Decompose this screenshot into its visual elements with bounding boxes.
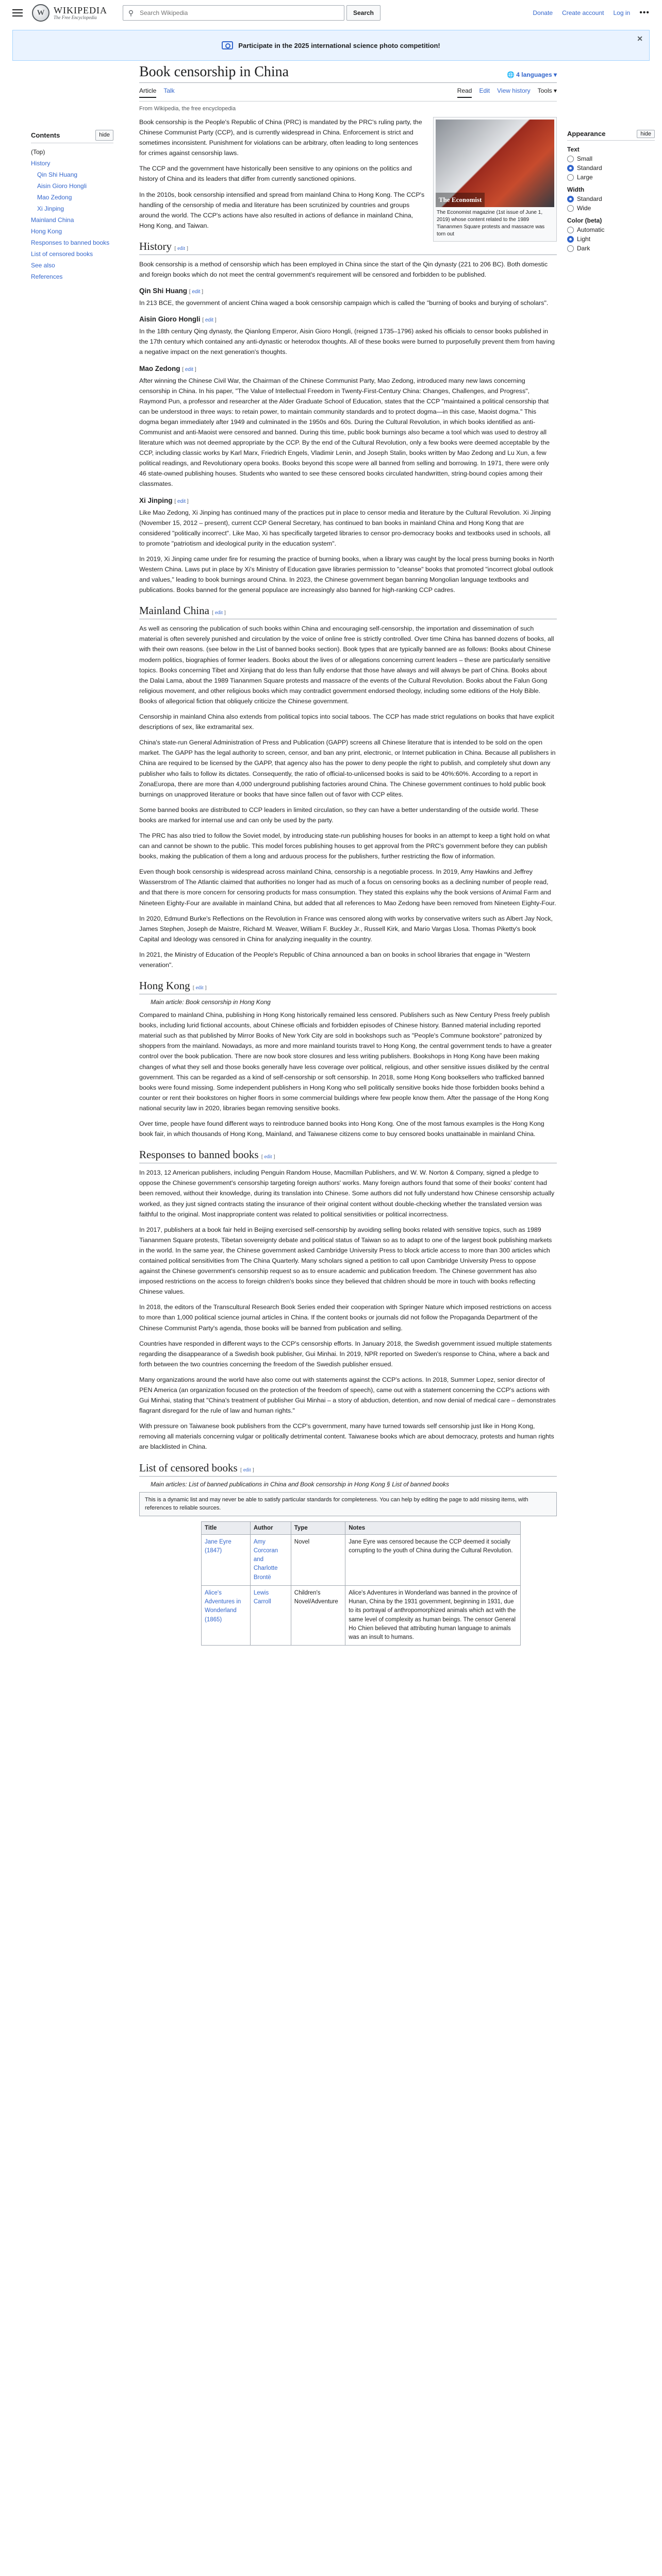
- radio-icon: [567, 227, 574, 233]
- toc-item[interactable]: Xi Jinping: [37, 205, 64, 212]
- mao-paragraph: After winning the Chinese Civil War, the Chairman of the Chinese Communist Party, Mao Zedong, introduced many new laws concerning censorship in China. In his paper, "The Value of Intellectual Freedom in Twenty-First-Century China: Changes, Challenges, and Progress", Raymond Pun, a professor and researcher at the Alder Graduate School of Education, states that the CCP "maintained a political censorship that can be understood in three ways: to retain power, to maintain community standards and to protect dogma—in this case, Maoist dogma." This dogma began immediately after 1949 and culminated in the 1950s and 60s. During the Cultural Revolution, in which books identified as anti-Communist and anti-Maoist were censored and banned. During this time, public book burnings also became a tool which was used to destroy all literature which was not deemed appropriate by the CCP. By the end of the Cultural Revolution, only a few books were deemed acceptable by the CCP, including classic works by Karl Marx, Friedrich Engels, Vladimir Lenin, and Joseph Stalin, books written by Mao Zedong and Lu Xun, a few political readings, and Revolutionary opera books. Books beyond this scope were all banned from selling and borrowing. In 1971, there were only 46 state-owned publishing houses. Students who wanted to see these censored books circulated handwritten, string-bound copies among their classmates.: [139, 377, 550, 488]
- xi-paragraph: Like Mao Zedong, Xi Jinping has continued many of the practices put in place to censor media and literature by the Cultural Revolution. Xi Jinping (November 15, 2012 – present), current CCP General Secretary, has continued to ban books in mainland China and Hong Kong that are considered "politically incorrect". Like Mao, Xi has specifically targeted libraries to censor pro-democracy books and textbooks used in schools, all to promote "patriotism and ideological purity in the education system".: [139, 509, 551, 547]
- table-of-contents: [31, 130, 113, 282]
- text-option-large[interactable]: Large: [567, 174, 655, 181]
- section-heading-history: History [ edit ]: [139, 240, 557, 255]
- from-wikipedia: From Wikipedia, the free encyclopedia: [139, 106, 236, 112]
- radio-icon: [567, 245, 574, 252]
- log-in-link[interactable]: Log in: [613, 9, 631, 16]
- edit-section-link[interactable]: edit: [264, 1154, 272, 1160]
- mainland-paragraph: Some banned books are distributed to CCP leaders in limited circulation, so they can have a better understanding of the outside world. These books are marked for internal use and can only be used by the party.: [139, 806, 539, 824]
- tab-view-history[interactable]: View history: [497, 87, 531, 94]
- economist-magazine-image[interactable]: The Economist: [436, 120, 554, 207]
- section-heading-qin: Qin Shi Huang [ edit ]: [139, 287, 204, 295]
- section-heading-list: List of censored books [ edit ]: [139, 1462, 557, 1477]
- book-author-cell[interactable]: Lewis Carroll: [250, 1585, 291, 1646]
- tab-talk[interactable]: Talk: [163, 87, 175, 94]
- toc-item[interactable]: See also: [31, 261, 55, 269]
- radio-icon: [567, 156, 574, 162]
- dynamic-list-notice: This is a dynamic list and may never be able to satisfy particular standards for completeness. You can help by editing the page to add missing items, with references to reliable sources.: [139, 1492, 557, 1516]
- site-header: [0, 0, 662, 26]
- search-input[interactable]: [139, 9, 344, 17]
- book-title-cell[interactable]: Jane Eyre (1847): [202, 1534, 251, 1585]
- mainland-paragraph: Even though book censorship is widespread across mainland China, censorship is a negotiable process. In 2019, Amy Hawkins and Jeffrey Wasserstrom of The Atlantic claimed that authorities no longer had as much of a focus on censoring books as a declining number of people read, and that there is more concern for censoring products for mass consumption. They stated this explains why the book versions of Animal Farm and Nineteen Eighty-Four are available in mainland China, but added that all references to Mao Zedong have been removed from Nineteen Eighty-Four.: [139, 868, 556, 907]
- radio-icon: [567, 174, 574, 181]
- section-heading-xi: Xi Jinping [ edit ]: [139, 496, 189, 504]
- book-notes-cell: Jane Eyre was censored because the CCP deemed it socially corrupting to the youth of China during the Cultural Revolution.: [345, 1534, 521, 1585]
- toc-item[interactable]: Aisin Gioro Hongli: [37, 182, 87, 190]
- search-button[interactable]: Search: [346, 5, 380, 21]
- toc-item[interactable]: History: [31, 159, 51, 167]
- more-options-icon[interactable]: •••: [639, 8, 650, 17]
- intro-paragraph: Book censorship is the People's Republic of China (PRC) is mandated by the PRC's ruling party, the Chinese Communist Party (CCP), and is currently widespread in China. Enforcement is strict and sometimes inconsistent. Punishment for violations can be arbitrary, often leading to long sentences for crimes against censorship laws.: [139, 118, 422, 157]
- book-notes-cell: Alice's Adventures in Wonderland was banned in the province of Hunan, China by the 1931 government, beginning in 1931, due to its portrayal of anthropomorphized animals which act with the same level of complexity as human beings. The censor General Ho Chien believed that attributing human language to animals was an insult to humans.: [345, 1585, 521, 1646]
- responses-paragraph: Many organizations around the world have also come out with statements against the CCP's actions. In 2018, Summer Lopez, senior director of PEN America (an organization focused on the protection of the freedom of speech), came out with a statement concerning the CCP's actions with Gui Minhai, stating that "China's treatment of publisher Gui Minhai – a story of abduction, detention, and now denial of medical care – demonstrates flagrant disregard for the rule of law and human rights.": [139, 1376, 556, 1415]
- edit-section-link[interactable]: edit: [205, 317, 213, 324]
- site-name: WIKIPEDIA: [54, 5, 107, 15]
- color-option-dark[interactable]: Dark: [567, 245, 655, 252]
- search-icon: ⚲: [128, 8, 134, 17]
- toc-item[interactable]: Mao Zedong: [37, 193, 72, 201]
- section-heading-responses: Responses to banned books [ edit ]: [139, 1148, 557, 1163]
- xi-paragraph: In 2019, Xi Jinping came under fire for resuming the practice of burning books, when a library was caught by the local press burning books in North Western China. Laws put in place by Xi's Ministry of Education gave libraries permission to "cleanse" books that promoted "incorrect global outlook and values," leading to book burnings around China. In 2023, the Chinese government began banning Mongolian language textbooks and publications. Books banned for the general populace are increasingly also banned for high-ranking CCP cadres.: [139, 555, 554, 594]
- hatnote-main-article[interactable]: Main article: Book censorship in Hong Kong: [151, 998, 271, 1006]
- responses-paragraph: With pressure on Taiwanese book publishers from the CCP's government, many have turned towards self censorship just like in Hong Kong, removing all materials concerning vulgar or politically detrimental content. Taiwanese books which are about democracy, protests and human rights are blacklisted in China.: [139, 1422, 554, 1451]
- tools-menu[interactable]: Tools ▾: [537, 87, 557, 94]
- column-header-notes[interactable]: Notes: [345, 1521, 521, 1534]
- tab-article[interactable]: Article: [139, 87, 156, 98]
- radio-selected-icon: [567, 236, 574, 243]
- hong-kong-paragraph: Compared to mainland China, publishing in Hong Kong historically remained less censored. Publishers such as New Century Press freely publish books, including lurid fictional accounts, about Chinese officials and forbidden episodes of Chinese history. Banned material including reported material such as that published by Mirror Books of New York City are sold in bookshops such as "People's Commune bookstore" patronized by shoppers from the mainland. Nowadays, as more and more mainland tourists travel to Hong Kong, the central government tends to have a greater control over the book publication. There are now book store closures and less writing publishers. Bookshops in Hong Kong have been making changes of what they sell and those books generally have less coverage over political, religious, and other sensitive issues disliked by the central government. This can be regarded as a kind of self-censorship or soft censorship. In 2018, some Hong Kong booksellers who trafficked banned books were found missing. Some independent publishers in Hong Kong who sell politically sensitive books hide those forbidden books behind a counter or rent their bookstores on higher floors in some commercial buildings where few people know them. After the passage of the Hong Kong national security law in 2020, libraries began removing sensitive books.: [139, 1011, 552, 1112]
- table-row: [202, 1585, 521, 1646]
- toc-item[interactable]: Mainland China: [31, 216, 74, 224]
- toc-item[interactable]: Hong Kong: [31, 227, 62, 235]
- color-option-light[interactable]: Light: [567, 235, 655, 243]
- mainland-paragraph: In 2020, Edmund Burke's Reflections on the Revolution in France was censored along with works by conservative writers such as Albert Jay Nock, James Stephen, Joseph de Maistre, Richard M. Weaver, William F. Buckley Jr., Russell Kirk, and Mario Vargas Llosa. Thomas Piketty's book Capital and Ideology was censored in China for analyzing inequality in the country.: [139, 914, 553, 943]
- wikipedia-logo[interactable]: [32, 4, 107, 22]
- intro-paragraph: The CCP and the government have historically been sensitive to any opinions on the politics and history of China and its leaders that differ from currently sanctioned opinions.: [139, 165, 412, 183]
- appearance-title: Appearance: [567, 130, 606, 138]
- edit-section-link[interactable]: edit: [177, 245, 186, 251]
- toc-title: Contents: [31, 131, 60, 139]
- mainland-paragraph: China's state-run General Administration of Press and Publication (GAPP) screens all Chinese literature that is intended to be sold on the open market. The GAPP has the legal authority to screen, censor, and ban any print, electronic, or Internet publication in China. Because all publishers in China are required to be licensed by the GAPP, that agency also has the power to deny people the right to publish, and completely shut down any publisher who fails to follow its dictates. Consequently, the ratio of official-to-unlicensed books is said to be 40%:60%. According to a report in ZonaEuropa, there are more than 4,000 underground publishing factories around China. The Chinese government continues to hold public book burnings on unapproved literature or books that have since fallen out of favor with CCP elites.: [139, 739, 556, 798]
- edit-section-link[interactable]: edit: [177, 498, 186, 504]
- toc-item[interactable]: (Top): [31, 148, 45, 156]
- appearance-panel: [567, 130, 655, 254]
- text-option-standard[interactable]: Standard: [567, 164, 655, 172]
- toc-hide-button[interactable]: hide: [95, 130, 113, 141]
- figure-caption: The Economist magazine (1st issue of June 1, 2019) whose content related to the 1989 Tiananmen Square protests and massacre was torn out: [437, 210, 545, 237]
- responses-paragraph: Countries have responded in different ways to the CCP's censorship efforts. In January 2018, the Swedish government issued multiple statements regarding the disappearance of a Swedish book publisher, Gui Minhai. In 2019, NPR reported on Sweden's response to China, where a back and forth between the two countries concerning the freedom of the Swedish publisher ensued.: [139, 1340, 552, 1368]
- close-icon[interactable]: ✕: [637, 35, 643, 43]
- camera-icon: [222, 41, 233, 49]
- mainland-paragraph: Censorship in mainland China also extends from political topics into social taboos. The CCP has made strict regulations on books that have explicit descriptions of sex, like extramarital sex.: [139, 713, 554, 731]
- text-size-label: Text: [567, 146, 580, 153]
- color-option-automatic[interactable]: Automatic: [567, 226, 655, 233]
- table-row: [202, 1534, 521, 1585]
- banner-text: Participate in the 2025 international science photo competition!: [238, 41, 440, 49]
- qin-paragraph: In 213 BCE, the government of ancient China waged a book censorship campaign which is called the "burning of books and burying of scholars".: [139, 299, 549, 307]
- section-heading-hong-kong: Hong Kong [ edit ]: [139, 979, 557, 994]
- aisin-paragraph: In the 18th century Qing dynasty, the Qianlong Emperor, Aisin Gioro Hongli, (reigned 1735–1796) asked his officials to censor books published in the 17th century which contained any anti-dynastic or heterodox thoughts. All of these books were burned to purposefully prevent them from having a negative impact on the next generation's thoughts.: [139, 328, 555, 356]
- mainland-paragraph: The PRC has also tried to follow the Soviet model, by introducing state-run publishing houses for books in an attempt to keep a tight hold on what can and cannot be shown to the public. This model forces publishing houses to get approval from the PRC's government before they can publish books, making the publication of them a long and arduous process for the publishers, further restricting the flow of information.: [139, 832, 550, 860]
- donate-link[interactable]: Donate: [533, 9, 553, 16]
- responses-paragraph: In 2018, the editors of the Transcultural Research Book Series ended their cooperation with Springer Nature which imposed restrictions on access to more than 1,000 political science journal articles in China. If the content books or journals did not follow the Propaganda Department of the Chinese Communist Party's agenda, those books will be banned from publication and selling.: [139, 1303, 552, 1332]
- mainland-paragraph: In 2021, the Ministry of Education of the People's Republic of China announced a ban on books in school libraries that engage in "Western veneration".: [139, 951, 531, 969]
- campaign-banner[interactable]: [12, 30, 650, 61]
- width-option-standard[interactable]: Standard: [567, 195, 655, 202]
- radio-selected-icon: [567, 165, 574, 172]
- toc-item[interactable]: Responses to banned books: [31, 239, 110, 246]
- color-label: Color (beta): [567, 217, 602, 224]
- lead-figure: [433, 117, 557, 242]
- tab-read[interactable]: Read: [457, 87, 472, 98]
- tab-edit[interactable]: Edit: [479, 87, 490, 94]
- book-author-cell[interactable]: Amy Corcoran and Charlotte Brontë: [250, 1534, 291, 1585]
- responses-paragraph: In 2017, publishers at a book fair held in Beijing exercised self-censorship by avoiding selling books related with sensitive topics, such as 1989 Tiananmen Square protests, Tibetan sovereignty debate and political status of Taiwan so as to adapt to one of the largest book publishing markets in the world. In the same year, the Chinese government asked Cambridge University Press to block article access to more than 300 articles which contained political sensitivities from The China Quarterly. Many scholars signed a petition to call upon Cambridge University Press to oppose against the Chinese government's censorship request so as to ensure academic and publication freedom. The Chinese government has also imposed restrictions on the access to foreign children's books since they believed that children should be more in touch with books reflecting Chinese values.: [139, 1226, 552, 1296]
- history-paragraph: Book censorship is a method of censorship which has been employed in China since the start of the Qin dynasty (221 to 206 BC). Both domestic and foreign books which do not meet the central government's requirement will be censored and forbidden to be published.: [139, 260, 548, 279]
- edit-section-link[interactable]: edit: [243, 1467, 251, 1473]
- text-option-small[interactable]: Small: [567, 155, 655, 162]
- article-content: [139, 64, 557, 1646]
- page-title: Book censorship in China: [139, 64, 289, 80]
- appearance-hide-button[interactable]: hide: [637, 130, 655, 138]
- toc-item[interactable]: References: [31, 273, 63, 280]
- column-header-author[interactable]: Author: [250, 1521, 291, 1534]
- column-header-title[interactable]: Title: [202, 1521, 251, 1534]
- toc-item[interactable]: List of censored books: [31, 250, 93, 258]
- languages-button[interactable]: 🌐 4 languages ▾: [507, 71, 557, 78]
- toc-item[interactable]: Qin Shi Huang: [37, 171, 78, 178]
- section-heading-mainland: Mainland China [ edit ]: [139, 604, 557, 619]
- responses-paragraph: In 2013, 12 American publishers, including Penguin Random House, Macmillan Publishers, and W. W. Norton & Company, signed a pledge to oppose the Chinese government's censorship targeting foreign authors' works. Many foreign authors found that some of their books' content had been removed, without their knowledge, during its translation into Chinese. Some authors did not fully understand how Chinese censorship actually worked, as they just signed contracts stating the insurance of their original content without double-checking whether the translated version was faithful to the original. Most inappropriate content was related to political sensitivities or political incorrectness.: [139, 1169, 555, 1218]
- radio-icon: [567, 205, 574, 212]
- column-header-type[interactable]: Type: [291, 1521, 345, 1534]
- book-title-cell[interactable]: Alice's Adventures in Wonderland (1865): [202, 1585, 251, 1646]
- edit-section-link[interactable]: edit: [185, 366, 193, 372]
- edit-section-link[interactable]: edit: [195, 985, 204, 991]
- radio-selected-icon: [567, 196, 574, 202]
- book-type-cell: Novel: [291, 1534, 345, 1585]
- book-type-cell: Children's Novel/Adventure: [291, 1585, 345, 1646]
- width-option-wide[interactable]: Wide: [567, 205, 655, 212]
- wikipedia-globe-icon: W: [32, 4, 49, 22]
- hatnote-main-articles[interactable]: Main articles: List of banned publications in China and Book censorship in Hong Kong § List of banned books: [151, 1480, 450, 1488]
- intro-paragraph: In the 2010s, book censorship intensified and spread from mainland China to Hong Kong. The CCP's handling of the censorship of media and literature has been scrutinized by countries and groups around the world. The CCP's actions have also resulted in actions of defiance in mainland China, Hong Kong, and Taiwan.: [139, 191, 425, 229]
- site-tagline: The Free Encyclopedia: [54, 14, 97, 20]
- hong-kong-paragraph: Over time, people have found different ways to reintroduce banned books into Hong Kong. One of the most famous examples is the Hong Kong book fair, in which thousands of Hong Kong, Mainland, and Taiwanese citizens come to buy censored books unattainable in mainland China.: [139, 1120, 544, 1138]
- main-menu-icon[interactable]: [12, 9, 23, 16]
- section-heading-aisin: Aisin Gioro Hongli [ edit ]: [139, 315, 217, 324]
- mainland-paragraph: As well as censoring the publication of such books within China and encouraging self-censorship, the importation and dissemination of such material is often severely punished and circulation by the voice of online free is strictly controlled. Over time China has banned dozens of books, all with their own reasons. (see below in the List of banned books section). Book types that are typically banned are as follows: Books about Chinese modern politics, biographies of former leaders. Books about the lives of or allegations concerning current leaders – these are particularly sensitive topics. Books concerning Tibet and Xinjiang that do less than fully endorse that those have always and will always be part of China. Books about the Dalai Lama, about the 1989 Tiananmen Square protests and massacre of the events of the Cultural Revolution. Books about the Falun Gong religious movement, and other religious books which may contradict government endorsed theology, including some editions of the Holy Bible. Books of allegorical fiction that obliquely criticize the Chinese government.: [139, 625, 554, 705]
- censored-books-table: [201, 1521, 521, 1646]
- width-label: Width: [567, 186, 585, 193]
- section-heading-mao: Mao Zedong [ edit ]: [139, 364, 196, 372]
- search-box: [123, 5, 344, 21]
- edit-section-link[interactable]: edit: [192, 289, 201, 295]
- edit-section-link[interactable]: edit: [215, 610, 223, 616]
- create-account-link[interactable]: Create account: [562, 9, 604, 16]
